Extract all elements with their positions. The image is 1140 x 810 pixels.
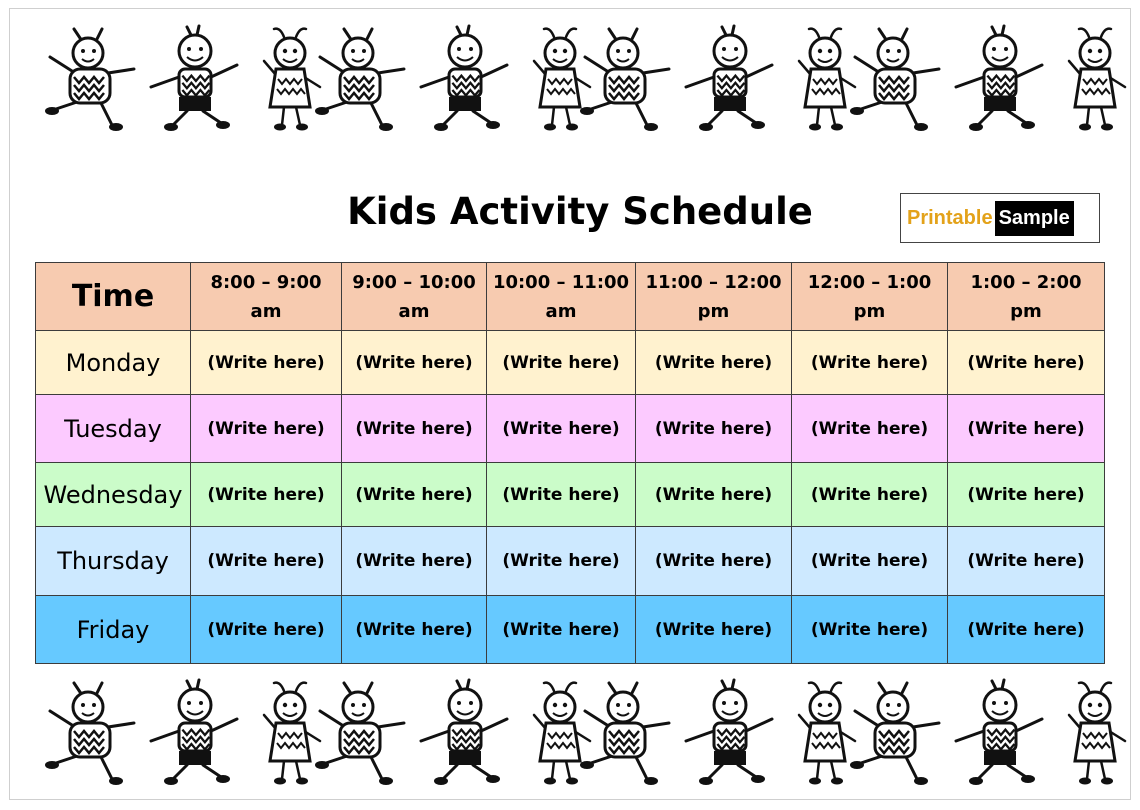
day-row-thursday [36, 527, 1105, 596]
activity-cell[interactable]: (Write here) [487, 331, 636, 395]
time-slot-period: pm [1010, 300, 1042, 322]
time-slot-header [636, 263, 792, 331]
dancing-kid-icon [415, 24, 515, 134]
activity-cell[interactable]: (Write here) [792, 395, 948, 463]
activity-cell[interactable]: (Write here) [487, 527, 636, 596]
logo-word-sample: Sample [995, 201, 1074, 236]
activity-cell[interactable]: (Write here) [948, 527, 1105, 596]
time-slot-range: 11:00 – 12:00 [645, 271, 782, 293]
dancing-kid-icon [1045, 678, 1140, 788]
activity-cell[interactable]: (Write here) [948, 395, 1105, 463]
dancing-kid-icon [950, 678, 1050, 788]
time-header: Time [36, 263, 191, 331]
activity-cell[interactable]: (Write here) [342, 331, 487, 395]
day-row-wednesday [36, 463, 1105, 527]
day-label: Tuesday [36, 395, 191, 463]
activity-cell[interactable]: (Write here) [191, 527, 342, 596]
activity-cell[interactable]: (Write here) [792, 596, 948, 664]
activity-cell[interactable]: (Write here) [636, 331, 792, 395]
bottom-kids-border [0, 678, 1140, 798]
logo-word-printable: Printable [907, 206, 993, 229]
time-slot-header [191, 263, 342, 331]
activity-cell[interactable]: (Write here) [487, 463, 636, 527]
activity-cell[interactable]: (Write here) [487, 596, 636, 664]
activity-cell[interactable]: (Write here) [948, 331, 1105, 395]
printable-sample-logo [900, 193, 1100, 243]
dancing-kid-icon [310, 678, 410, 788]
day-label: Friday [36, 596, 191, 664]
day-label: Wednesday [36, 463, 191, 527]
dancing-kid-icon [845, 24, 945, 134]
dancing-kid-icon [680, 24, 780, 134]
activity-cell[interactable]: (Write here) [342, 395, 487, 463]
activity-cell[interactable]: (Write here) [636, 395, 792, 463]
page-title: Kids Activity Schedule [347, 190, 813, 233]
time-slot-period: am [545, 300, 577, 322]
time-slot-range: 9:00 – 10:00 [352, 271, 476, 293]
time-slot-period: pm [697, 300, 730, 322]
activity-cell[interactable]: (Write here) [948, 596, 1105, 664]
day-row-monday [36, 331, 1105, 395]
activity-cell[interactable]: (Write here) [342, 463, 487, 527]
dancing-kid-icon [950, 24, 1050, 134]
time-slot-range: 12:00 – 1:00 [807, 271, 932, 293]
day-row-friday [36, 596, 1105, 664]
time-slot-header [792, 263, 948, 331]
time-slot-period: am [250, 300, 282, 322]
activity-cell[interactable]: (Write here) [792, 463, 948, 527]
top-kids-border [0, 24, 1140, 144]
dancing-kid-icon [310, 24, 410, 134]
time-slot-header [487, 263, 636, 331]
dancing-kid-icon [145, 24, 245, 134]
activity-cell[interactable]: (Write here) [191, 596, 342, 664]
schedule-table [35, 262, 1105, 664]
activity-cell[interactable]: (Write here) [342, 596, 487, 664]
time-slot-header [948, 263, 1105, 331]
time-slot-period: am [398, 300, 430, 322]
time-slot-header [342, 263, 487, 331]
time-slot-period: pm [853, 300, 886, 322]
time-slot-range: 10:00 – 11:00 [492, 271, 630, 293]
header-row [36, 263, 1105, 331]
day-row-tuesday [36, 395, 1105, 463]
dancing-kid-icon [40, 678, 140, 788]
dancing-kid-icon [845, 678, 945, 788]
activity-cell[interactable]: (Write here) [191, 395, 342, 463]
dancing-kid-icon [575, 678, 675, 788]
dancing-kid-icon [415, 678, 515, 788]
activity-cell[interactable]: (Write here) [636, 527, 792, 596]
dancing-kid-icon [680, 678, 780, 788]
dancing-kid-icon [145, 678, 245, 788]
activity-cell[interactable]: (Write here) [792, 527, 948, 596]
activity-cell[interactable]: (Write here) [636, 463, 792, 527]
activity-cell[interactable]: (Write here) [487, 395, 636, 463]
time-slot-range: 8:00 – 9:00 [210, 271, 322, 293]
activity-cell[interactable]: (Write here) [191, 331, 342, 395]
activity-cell[interactable]: (Write here) [342, 527, 487, 596]
dancing-kid-icon [40, 24, 140, 134]
activity-cell[interactable]: (Write here) [792, 331, 948, 395]
day-label: Monday [36, 331, 191, 395]
time-slot-range: 1:00 – 2:00 [970, 271, 1082, 293]
dancing-kid-icon [575, 24, 675, 134]
day-label: Thursday [36, 527, 191, 596]
activity-cell[interactable]: (Write here) [948, 463, 1105, 527]
activity-cell[interactable]: (Write here) [636, 596, 792, 664]
activity-cell[interactable]: (Write here) [191, 463, 342, 527]
dancing-kid-icon [1045, 24, 1140, 134]
